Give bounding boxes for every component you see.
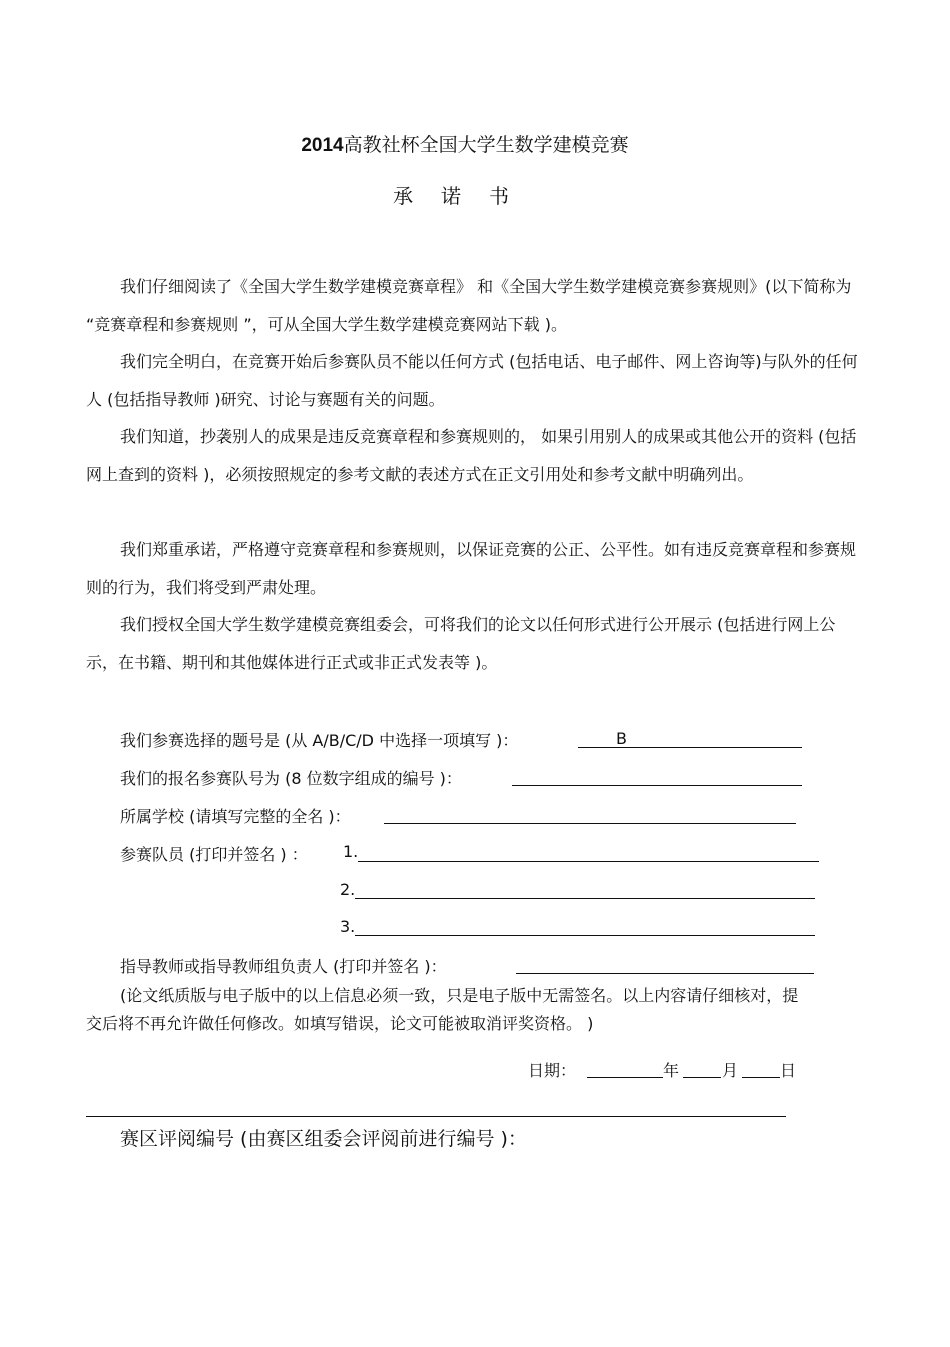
document-subtitle: 承诺书: [393, 184, 537, 208]
date-year-field[interactable]: [587, 1077, 663, 1078]
date-label: 日期：: [528, 1061, 577, 1080]
team-number-label: 我们的报名参赛队号为 (8 位数字组成的编号 )：: [120, 769, 462, 788]
problem-number-value: B: [616, 729, 627, 748]
school-label: 所属学校 (请填写完整的全名 )：: [120, 807, 351, 826]
problem-number-label: 我们参赛选择的题号是 (从 A/B/C/D 中选择一项填写 )：: [120, 731, 519, 750]
title-year: 2014: [301, 135, 344, 156]
member-1-field[interactable]: [358, 861, 819, 862]
member-3-field[interactable]: [355, 935, 815, 936]
school-field[interactable]: [384, 823, 796, 824]
separator-line: [86, 1116, 786, 1117]
date-year-label: 年: [663, 1061, 680, 1080]
date-month-label: 月: [722, 1061, 739, 1080]
consistency-note: (论文纸质版与电子版中的以上信息必须一致，只是电子版中无需签名。以上内容请仔细核对，提交后将不再允许做任何修改。如填写错误，论文可能被取消评奖资格。 ): [86, 986, 799, 1033]
team-number-field[interactable]: [512, 785, 802, 786]
member-1-number: 1.: [343, 842, 359, 861]
date-month-field[interactable]: [683, 1077, 721, 1078]
review-number-label: 赛区评阅编号 (由赛区组委会评阅前进行编号 )：: [120, 1128, 527, 1150]
title-text: 高教社杯全国大学生数学建模竞赛: [343, 134, 629, 156]
paragraph-plagiarism: 我们知道，抄袭别人的成果是违反竞赛章程和参赛规则的， 如果引用别人的成果或其他公开的资料 (包括网上查到的资料 )，必须按照规定的参考文献的表述方式在正文引用处和参考文献中明确列出。: [86, 427, 857, 484]
problem-number-field[interactable]: [578, 747, 802, 748]
paragraph-authorization: 我们授权全国大学生数学建模竞赛组委会，可将我们的论文以任何形式进行公开展示 (包括进行网上公示，在书籍、期刊和其他媒体进行正式或非正式发表等 )。: [86, 615, 836, 672]
member-2-field[interactable]: [355, 898, 815, 899]
member-3-number: 3.: [340, 917, 356, 936]
advisor-label: 指导教师或指导教师组负责人 (打印并签名 )：: [120, 957, 447, 976]
document-title: [0, 130, 930, 157]
paragraph-promise: 我们郑重承诺，严格遵守竞赛章程和参赛规则，以保证竞赛的公正、公平性。如有违反竞赛章程和参赛规则的行为，我们将受到严肃处理。: [86, 540, 857, 597]
member-2-number: 2.: [340, 880, 356, 899]
paragraph-no-contact: 我们完全明白，在竞赛开始后参赛队员不能以任何方式 (包括电话、电子邮件、网上咨询等)与队外的任何人 (包括指导教师 )研究、讨论与赛题有关的问题。: [86, 352, 858, 409]
paragraph-reading: 我们仔细阅读了《全国大学生数学建模竞赛章程》 和《全国大学生数学建模竞赛参赛规则》(以下简称为 “竞赛章程和参赛规则 ”，可从全国大学生数学建模竞赛网站下载 )。: [86, 277, 852, 334]
members-label: 参赛队员 (打印并签名 ) ：: [120, 845, 308, 864]
advisor-field[interactable]: [516, 973, 814, 974]
date-day-field[interactable]: [742, 1077, 780, 1078]
date-day-label: 日: [780, 1061, 797, 1080]
